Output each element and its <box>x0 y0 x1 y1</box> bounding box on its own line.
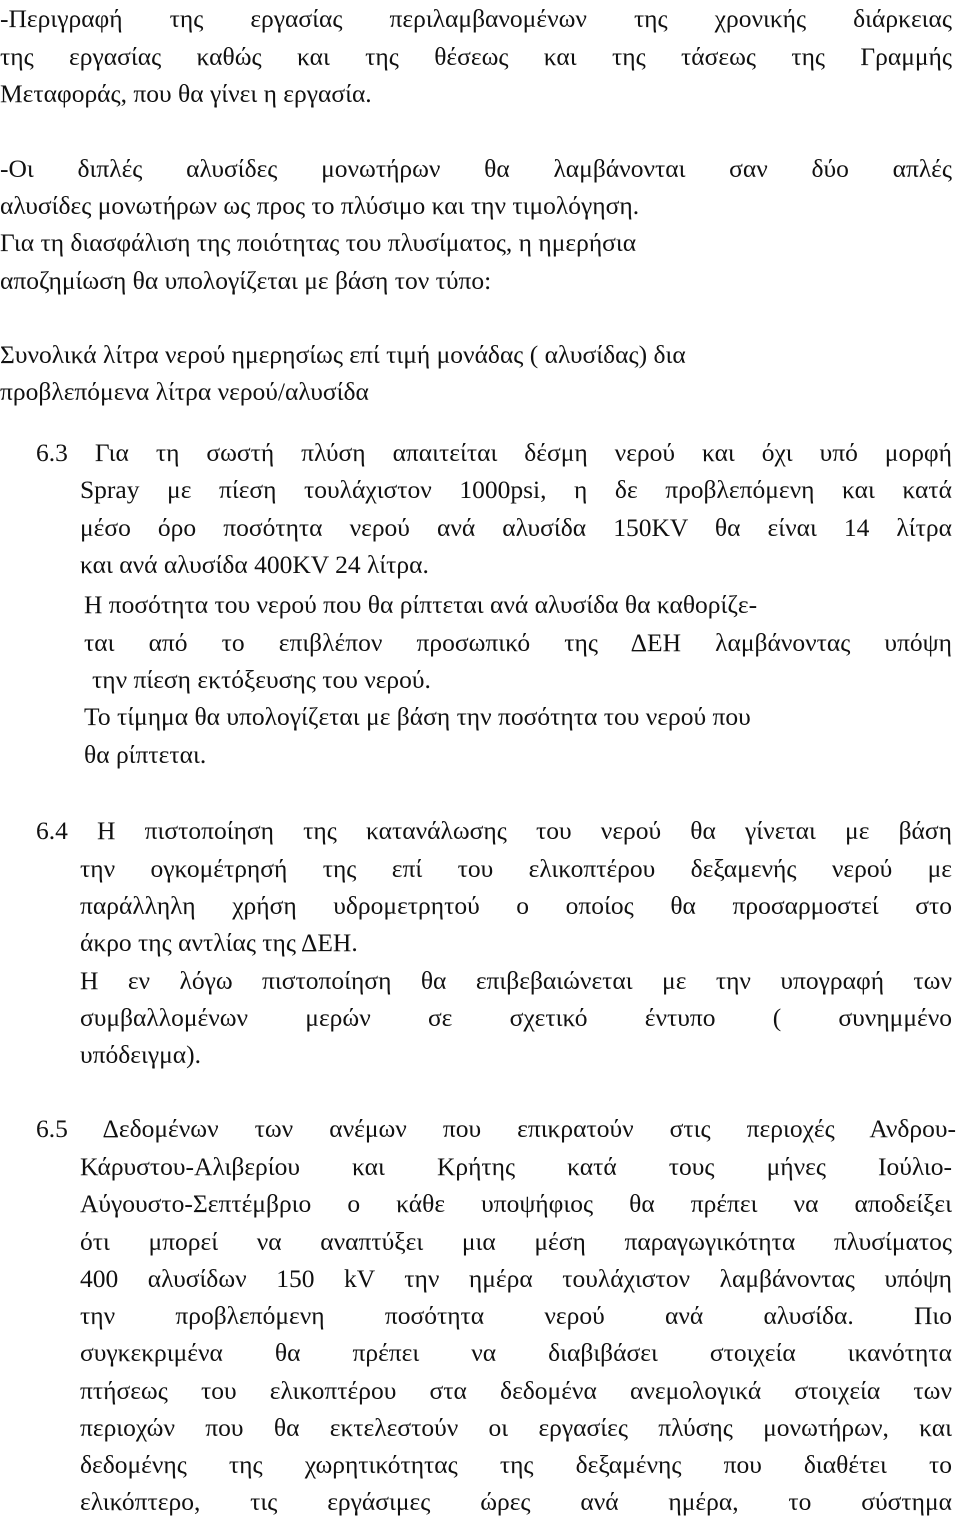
text-line: Μεταφοράς, που θα γίνει η εργασία. <box>0 79 372 108</box>
text-line: -Οι διπλές αλυσίδες μονωτήρων θα λαμβάνονται σαν δύο απλές <box>0 154 952 183</box>
text-line: την ογκομέτρησή της επί του ελικοπτέρου δεξαμενής νερού με <box>80 854 952 883</box>
text-line: υπόδειγμα). <box>80 1040 202 1069</box>
text-line: -Περιγραφή της εργασίας περιλαμβανομένων της χρονικής διάρκειας <box>0 4 952 33</box>
text-line: περιοχών που θα εκτελεστούν οι εργασίες πλύσης μονωτήρων, και <box>80 1413 952 1442</box>
text-line: Κάρυστου-Αλιβερίου και Κρήτης κατά τους μήνες Ιούλιο- <box>80 1152 952 1181</box>
text-line: πτήσεως του ελικοπτέρου στα δεδομένα ανεμολογικά στοιχεία των <box>80 1376 952 1405</box>
text-line: 6.5 Δεδομένων των ανέμων που επικρατούν στις περιοχές Ανδρου- <box>36 1114 956 1143</box>
text-line: παράλληλη χρήση υδρομετρητού ο οποίος θα προσαρμοστεί στο <box>80 891 952 920</box>
text-line: την πίεση εκτόξευσης του νερού. <box>92 665 431 694</box>
text-line: Η ποσότητα του νερού που θα ρίπτεται ανά αλυσίδα θα καθορίζε- <box>84 590 758 619</box>
text-line: ται από το επιβλέπον προσωπικό της ΔΕΗ λαμβάνοντας υπόψη <box>84 628 952 657</box>
text-line: Συνολικά λίτρα νερού ημερησίως επί τιμή μονάδας ( αλυσίδας) δια <box>0 340 686 369</box>
text-line: αλυσίδες μονωτήρων ως προς το πλύσιμο και την τιμολόγηση. <box>0 191 640 220</box>
text-line: και ανά αλυσίδα 400KV 24 λίτρα. <box>80 550 429 579</box>
text-line: 6.4 Η πιστοποίηση της κατανάλωσης του νερού θα γίνεται με βάση <box>36 816 952 845</box>
text-line: άκρο της αντλίας της ΔΕΗ. <box>80 928 358 957</box>
text-line: δεδομένης της χωρητικότητας της δεξαμένης που διαθέτει το <box>80 1450 952 1479</box>
text-line: αποζημίωση θα υπολογίζεται με βάση τον τύπο: <box>0 266 492 295</box>
text-line: Για τη διασφάλιση της ποιότητας του πλυσίματος, η ημερήσια <box>0 228 637 257</box>
text-line: την προβλεπόμενη ποσότητα νερού ανά αλυσίδα. Πιο <box>80 1301 952 1330</box>
text-line: μέσο όρο ποσότητα νερού ανά αλυσίδα 150KV θα είναι 14 λίτρα <box>80 513 952 542</box>
text-line: 400 αλυσίδων 150 kV την ημέρα τουλάχιστον λαμβάνοντας υπόψη <box>80 1264 952 1293</box>
text-line: ότι μπορεί να αναπτύξει μια μέση παραγωγικότητα πλυσίματος <box>80 1227 952 1256</box>
text-line: 6.3 Για τη σωστή πλύση απαιτείται δέσμη νερού και όχι υπό μορφή <box>36 438 952 467</box>
text-line: Το τίμημα θα υπολογίζεται με βάση την ποσότητα του νερού που <box>84 702 751 731</box>
text-line: Η εν λόγω πιστοποίηση θα επιβεβαιώνεται με την υπογραφή των <box>80 966 952 995</box>
text-line: ελικόπτερο, τις εργάσιμες ώρες ανά ημέρα, το σύστημα <box>80 1487 952 1516</box>
text-line: θα ρίπτεται. <box>84 740 207 769</box>
text-line: προβλεπόμενα λίτρα νερού/αλυσίδα <box>0 377 369 406</box>
text-line: συμβαλλομένων μερών σε σχετικό έντυπο ( συνημμένο <box>80 1003 952 1032</box>
text-line: Αύγουστο-Σεπτέμβριο ο κάθε υποψήφιος θα πρέπει να αποδείξει <box>80 1189 952 1218</box>
text-line: Spray με πίεση τουλάχιστον 1000psi, η δε προβλεπόμενη και κατά <box>80 475 952 504</box>
text-line: της εργασίας καθώς και της θέσεως και της τάσεως της Γραμμής <box>0 42 952 71</box>
text-line: συγκεκριμένα θα πρέπει να διαβιβάσει στοιχεία ικανότητα <box>80 1338 952 1367</box>
